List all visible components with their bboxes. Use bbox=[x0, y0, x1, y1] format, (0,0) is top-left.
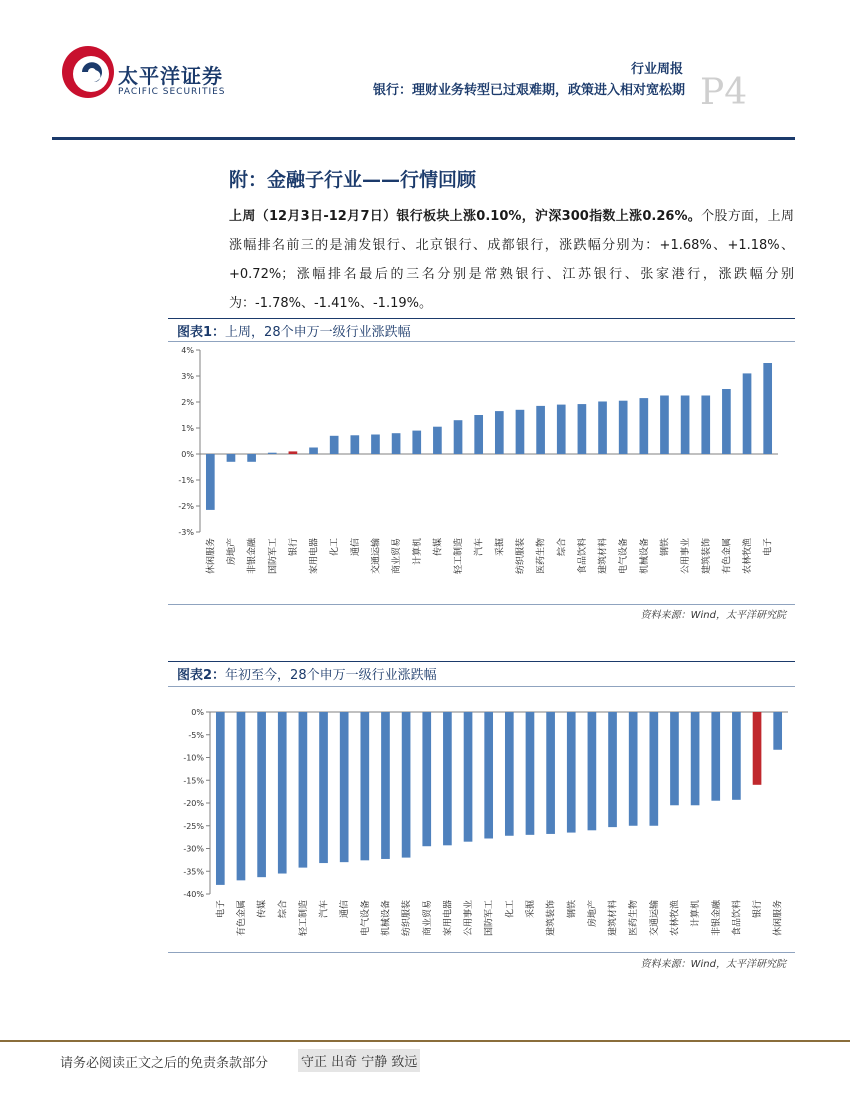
x-tick-label: 医药生物 bbox=[629, 900, 640, 937]
figure1-chart bbox=[168, 342, 795, 602]
y-tick-label: 0% bbox=[181, 450, 194, 459]
bar bbox=[278, 712, 287, 874]
x-tick-label: 电子 bbox=[763, 538, 774, 557]
x-tick-label: 化工 bbox=[330, 538, 341, 557]
figure2-caption-rule bbox=[168, 686, 795, 687]
bar bbox=[681, 396, 690, 455]
x-tick-label: 采掘 bbox=[525, 900, 536, 919]
x-tick-label: 商业贸易 bbox=[422, 900, 433, 937]
x-tick-label: 商业贸易 bbox=[392, 538, 403, 575]
x-tick-label: 通信 bbox=[350, 538, 361, 557]
bar bbox=[516, 410, 525, 454]
x-tick-label: 休闲服务 bbox=[773, 900, 784, 937]
x-tick-label: 计算机 bbox=[691, 900, 702, 928]
x-tick-label: 传媒 bbox=[433, 538, 444, 557]
x-tick-label: 公用事业 bbox=[464, 900, 475, 937]
bar bbox=[433, 427, 442, 454]
figure2-label: 图表2： bbox=[177, 668, 226, 683]
bar bbox=[330, 436, 339, 454]
figure2-top-rule bbox=[168, 661, 795, 662]
bar bbox=[402, 712, 411, 858]
x-tick-label: 有色金属 bbox=[722, 538, 733, 575]
bar bbox=[773, 712, 782, 750]
x-tick-label: 钢铁 bbox=[660, 538, 671, 557]
page-number: P4 bbox=[700, 72, 748, 113]
bar bbox=[474, 415, 483, 454]
x-tick-label: 电气设备 bbox=[360, 900, 371, 937]
figure1-caption bbox=[177, 321, 411, 340]
bar bbox=[268, 453, 277, 454]
bar bbox=[422, 712, 431, 846]
bar bbox=[660, 396, 669, 455]
x-tick-label: 轻工制造 bbox=[454, 538, 465, 575]
x-tick-label: 汽车 bbox=[474, 538, 485, 557]
x-tick-label: 传媒 bbox=[257, 900, 268, 919]
bar bbox=[753, 712, 762, 785]
y-tick-label: 3% bbox=[181, 372, 194, 381]
summary-body: 个股方面，上周涨幅排名前三的是浦发银行、北京银行、成都银行，涨跌幅分别为：+1.68%、+1.18%、+0.72%；涨幅排名最后的三名分别是常熟银行、江苏银行、张家港行，涨跌幅分别为：-1.78%、-1.41%、-1.19%。 bbox=[229, 209, 794, 311]
pacific-securities-logo-icon bbox=[60, 44, 116, 100]
x-tick-label: 建筑材料 bbox=[598, 538, 609, 575]
bar bbox=[443, 712, 452, 845]
x-tick-label: 化工 bbox=[505, 900, 516, 919]
bar bbox=[495, 411, 504, 454]
bar bbox=[237, 712, 246, 880]
x-tick-label: 机械设备 bbox=[381, 900, 392, 937]
bar bbox=[743, 373, 752, 454]
x-tick-label: 食品饮料 bbox=[577, 538, 588, 575]
x-tick-label: 银行 bbox=[753, 900, 764, 919]
x-tick-label: 采掘 bbox=[495, 538, 506, 557]
bar bbox=[639, 398, 648, 454]
x-tick-label: 轻工制造 bbox=[298, 900, 309, 937]
figure1-source: 资料来源：Wind，太平洋研究院 bbox=[640, 610, 786, 621]
y-tick-label: -3% bbox=[178, 528, 194, 537]
x-tick-label: 银行 bbox=[288, 538, 299, 557]
figure1-title: 上周，28个申万一级行业涨跌幅 bbox=[225, 325, 411, 340]
x-tick-label: 有色金属 bbox=[236, 900, 247, 937]
x-tick-label: 综合 bbox=[278, 900, 289, 919]
header-divider bbox=[52, 137, 795, 140]
bar bbox=[670, 712, 679, 805]
x-tick-label: 建筑装饰 bbox=[701, 538, 712, 575]
report-type: 行业周报 bbox=[630, 62, 683, 77]
x-tick-label: 国防军工 bbox=[484, 900, 495, 937]
x-tick-label: 机械设备 bbox=[639, 538, 650, 575]
bar bbox=[206, 454, 215, 510]
bar bbox=[484, 712, 493, 838]
y-tick-label: 0% bbox=[191, 708, 204, 717]
figure1-label: 图表1： bbox=[177, 325, 226, 340]
summary-paragraph bbox=[229, 202, 794, 318]
bar bbox=[598, 401, 607, 454]
x-tick-label: 农林牧渔 bbox=[670, 900, 681, 937]
bar bbox=[392, 433, 401, 454]
y-tick-label: -40% bbox=[183, 890, 204, 899]
y-tick-label: 2% bbox=[181, 398, 194, 407]
bar bbox=[247, 454, 256, 462]
bar bbox=[691, 712, 700, 805]
y-tick-label: -1% bbox=[178, 476, 194, 485]
bar bbox=[464, 712, 473, 842]
bar bbox=[412, 431, 421, 454]
x-tick-label: 汽车 bbox=[319, 900, 330, 919]
bar bbox=[608, 712, 617, 827]
x-tick-label: 非银金融 bbox=[247, 538, 258, 575]
bar bbox=[567, 712, 576, 833]
figure1-bottom-rule bbox=[168, 604, 795, 605]
figure2-title: 年初至今，28个申万一级行业涨跌幅 bbox=[225, 668, 437, 683]
x-tick-label: 房地产 bbox=[587, 900, 598, 928]
footer-disclaimer: 请务必阅读正文之后的免责条款部分 bbox=[60, 1056, 269, 1071]
bar bbox=[257, 712, 266, 877]
bar bbox=[732, 712, 741, 800]
bar bbox=[629, 712, 638, 826]
y-tick-label: -2% bbox=[178, 502, 194, 511]
bar bbox=[763, 363, 772, 454]
x-tick-label: 电子 bbox=[216, 900, 227, 919]
bar bbox=[526, 712, 535, 835]
y-tick-label: 1% bbox=[181, 424, 194, 433]
bar bbox=[289, 451, 298, 454]
x-tick-label: 休闲服务 bbox=[206, 538, 217, 575]
brand-name-en: PACIFIC SECURITIES bbox=[118, 87, 226, 97]
report-title: 银行：理财业务转型已过艰难期，政策进入相对宽松期 bbox=[372, 83, 685, 98]
bar bbox=[701, 396, 710, 455]
y-tick-label: -15% bbox=[183, 776, 204, 786]
bar bbox=[588, 712, 597, 830]
x-tick-label: 钢铁 bbox=[567, 900, 578, 919]
y-tick-label: 4% bbox=[181, 346, 194, 355]
figure2-source: 资料来源：Wind，太平洋研究院 bbox=[640, 959, 786, 970]
bar bbox=[381, 712, 390, 859]
x-tick-label: 食品饮料 bbox=[732, 900, 743, 937]
x-tick-label: 建筑材料 bbox=[608, 900, 619, 937]
x-tick-label: 综合 bbox=[557, 538, 568, 557]
bar bbox=[319, 712, 328, 863]
bar bbox=[216, 712, 225, 885]
bar bbox=[299, 712, 308, 868]
bar bbox=[340, 712, 349, 862]
bar bbox=[578, 404, 587, 454]
bar bbox=[371, 435, 380, 455]
x-tick-label: 医药生物 bbox=[536, 538, 547, 575]
y-tick-label: -30% bbox=[183, 844, 204, 854]
summary-highlight: 上周（12月3日-12月7日）银行板块上涨0.10%，沪深300指数上涨0.26%。 bbox=[229, 209, 702, 224]
x-tick-label: 公用事业 bbox=[681, 538, 692, 575]
bar bbox=[309, 448, 318, 455]
x-tick-label: 通信 bbox=[340, 900, 351, 919]
x-tick-label: 电气设备 bbox=[619, 538, 630, 575]
y-tick-label: -10% bbox=[183, 753, 204, 763]
bar bbox=[536, 406, 545, 454]
section-title: 附：金融子行业——行情回顾 bbox=[229, 169, 477, 191]
bar bbox=[505, 712, 514, 836]
x-tick-label: 交通运输 bbox=[371, 538, 382, 575]
x-tick-label: 非银金融 bbox=[711, 900, 722, 937]
footer-divider bbox=[0, 1040, 850, 1042]
x-tick-label: 家用电器 bbox=[443, 900, 454, 937]
bar bbox=[557, 405, 566, 454]
y-tick-label: -5% bbox=[188, 730, 204, 740]
bar bbox=[649, 712, 658, 826]
y-tick-label: -25% bbox=[183, 821, 204, 831]
x-tick-label: 国防军工 bbox=[268, 538, 279, 575]
x-tick-label: 农林牧渔 bbox=[743, 538, 754, 575]
x-tick-label: 纺织服装 bbox=[402, 900, 413, 937]
brand-name-cn: 太平洋证券 bbox=[118, 64, 223, 88]
figure1-top-rule bbox=[168, 318, 795, 319]
x-tick-label: 交通运输 bbox=[649, 900, 660, 937]
x-tick-label: 家用电器 bbox=[309, 538, 320, 575]
y-tick-label: -20% bbox=[183, 799, 204, 808]
bar bbox=[454, 420, 463, 454]
bar bbox=[546, 712, 555, 834]
figure2-chart bbox=[168, 700, 795, 950]
bar bbox=[722, 389, 731, 454]
bar bbox=[350, 435, 359, 454]
bar bbox=[619, 401, 628, 454]
y-tick-label: -35% bbox=[183, 867, 204, 877]
x-tick-label: 纺织服装 bbox=[515, 538, 526, 575]
figure2-caption bbox=[177, 664, 437, 683]
bar bbox=[711, 712, 720, 801]
figure2-bottom-rule bbox=[168, 952, 795, 953]
x-tick-label: 建筑装饰 bbox=[546, 900, 557, 937]
footer-motto: 守正 出奇 宁静 致远 bbox=[298, 1049, 420, 1072]
x-tick-label: 计算机 bbox=[412, 538, 423, 566]
bar bbox=[360, 712, 369, 860]
bar bbox=[227, 454, 236, 462]
x-tick-label: 房地产 bbox=[226, 538, 237, 566]
